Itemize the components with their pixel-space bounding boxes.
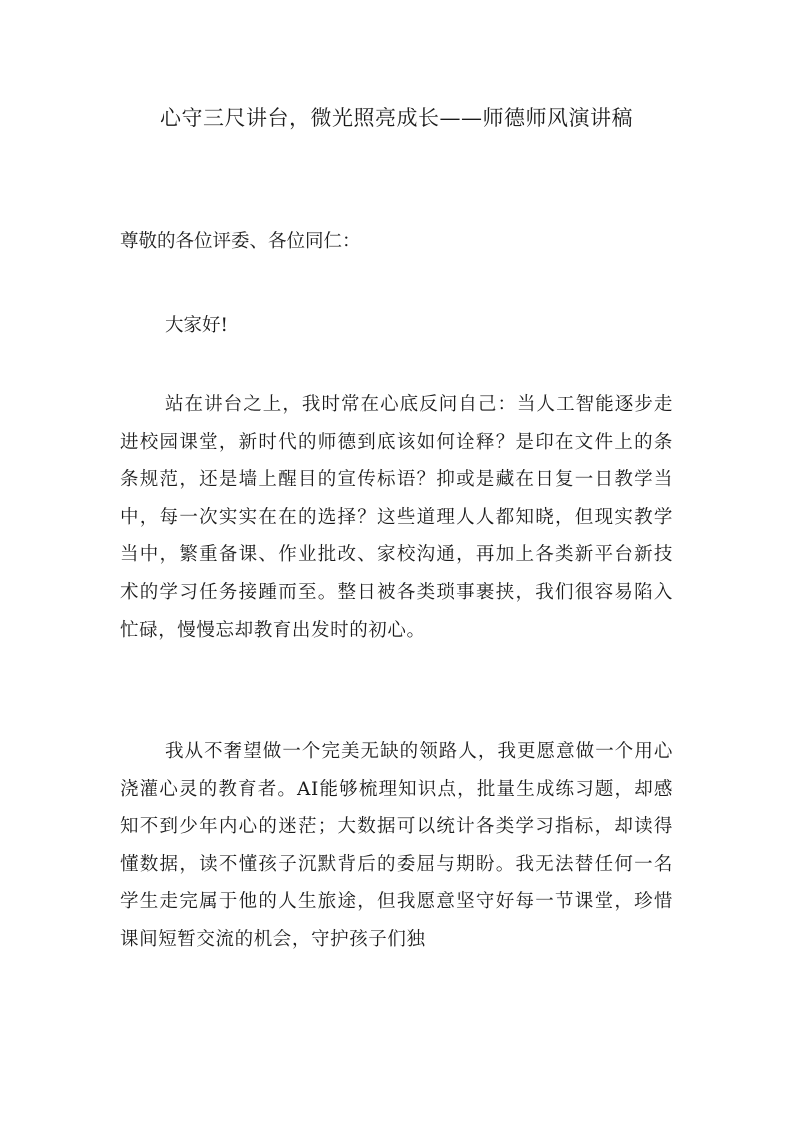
- paragraph: 我从不奢望做一个完美无缺的领路人，我更愿意做一个用心浇灌心灵的教育者。AI能够梳理知识点，批量生成练习题，却感知不到少年内心的迷茫；大数据可以统计各类学习指标，却读得懂数据，读不懂孩子沉默背后的委屈与期盼。我无法替任何一名学生走完属于他的人生旅途，但我愿意坚守好每一节课堂，珍惜课间短暂交流的机会，守护孩子们独: [120, 741, 673, 950]
- greeting: 大家好!: [165, 315, 228, 336]
- paragraph: 站在讲台之上，我时常在心底反问自己：当人工智能逐步走进校园课堂，新时代的师德到底该如何诠释？是印在文件上的条条规范，还是墙上醒目的宣传标语？抑或是藏在日复一日教学当中，每一次实实在在的选择？这些道理人人都知晓，但现实教学当中，繁重备课、作业批改、家校沟通，再加上各类新平台新技术的学习任务接踵而至。整日被各类琐事裹挟，我们很容易陷入忙碌，慢慢忘却教育出发时的初心。: [120, 394, 673, 641]
- salutation: 尊敬的各位评委、各位同仁：: [120, 231, 361, 252]
- document-title: 心守三尺讲台，微光照亮成长——师德师风演讲稿: [160, 106, 633, 130]
